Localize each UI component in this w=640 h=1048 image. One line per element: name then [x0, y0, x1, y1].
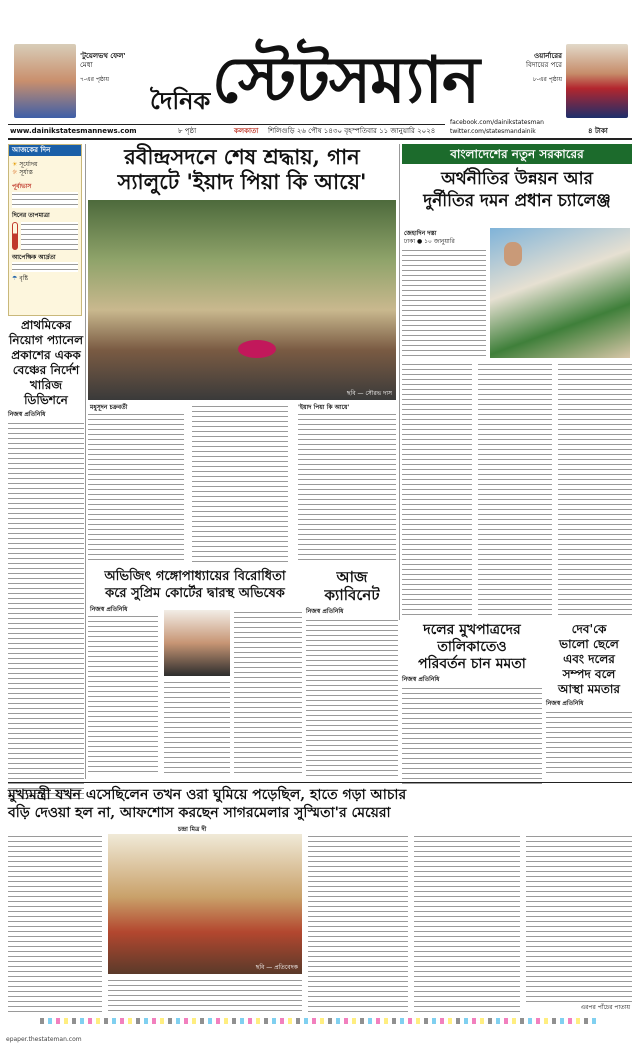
weather-box — [8, 144, 82, 316]
humidity-label: আপেক্ষিক আর্দ্রতা — [12, 254, 56, 261]
forecast-label: পূর্বাভাস — [12, 183, 32, 190]
edition-city: কলকাতা — [234, 127, 259, 135]
story1-headline-2: স্যালুটে 'ইয়াদ পিয়া কি আয়ে' — [117, 169, 367, 194]
story-bangladesh[interactable] — [402, 144, 632, 620]
left-story[interactable] — [8, 318, 84, 780]
story4-byline: নিজস্ব প্রতিনিধি — [306, 608, 344, 615]
left-story-headline: প্রাথমিকের নিয়োগ প্যানেল প্রকাশের একক বেঞ্চের নির্দেশ খারিজ ডিভিশনে — [8, 318, 84, 407]
left-teaser-title: 'টুয়েলভথ ফেল' — [80, 52, 126, 60]
story5-headline-2: তালিকাতেও — [437, 639, 507, 655]
weather-title: আজকের দিন — [9, 145, 81, 156]
story2-byline: জেহাদিন দস্তা — [404, 230, 437, 237]
page-count: ৮ পৃষ্ঠা — [178, 127, 197, 135]
story3-headline-2: করে সুপ্রিম কোর্টের দ্বারস্থ অভিষেক — [105, 586, 285, 601]
story4-headline-2: ক্যাবিনেট — [324, 586, 380, 604]
story1-byline: মধুসূদন চক্রবর্তী — [90, 404, 128, 411]
story2-headline-1: অর্থনীতির উন্নয়ন আর — [441, 169, 593, 189]
story-dev[interactable] — [546, 622, 632, 780]
story3-byline: নিজস্ব প্রতিনিধি — [90, 606, 128, 613]
right-teaser-page: ৮-এর পৃষ্ঠায় — [532, 76, 562, 83]
left-teaser-photo[interactable] — [14, 44, 76, 118]
story4-headline-1: আজ — [336, 568, 368, 586]
story3-headline-1: অভিজিৎ গঙ্গোপাধ্যায়ের বিরোধিতা — [104, 569, 286, 584]
continued-note: এরপর পাঁচের পাতায় — [580, 1004, 630, 1011]
masthead — [0, 0, 640, 138]
story2-place: ঢাকা ● ১০ জানুয়ারি — [404, 238, 455, 245]
left-teaser[interactable] — [80, 52, 152, 84]
story1-quote: 'ইয়াদ পিয়া কি আয়ে' — [298, 404, 350, 411]
facebook-link[interactable]: facebook.com/dainikstatesman — [450, 119, 544, 126]
story7-photo-credit: ছবি — প্রতিবেদক — [255, 964, 298, 971]
price: ৪ টাকা — [588, 127, 608, 135]
sunset-icon: ☼ — [12, 169, 18, 176]
story-rabindrasadan[interactable] — [88, 144, 396, 564]
story-mamata-spokespersons[interactable] — [402, 622, 542, 780]
temp-label: দিনের তাপমাত্রা — [12, 212, 50, 219]
story6-headline-4: সম্পদ বলে — [562, 667, 616, 681]
story1-photo[interactable] — [88, 200, 396, 400]
story6-headline-2: ভালো ছেলে — [559, 637, 619, 651]
left-teaser-page: ৭-এর পৃষ্ঠায় — [80, 76, 110, 83]
story-cabinet[interactable] — [306, 568, 398, 778]
story1-photo-credit: ছবি — সৌরভ দাস — [346, 390, 392, 397]
thermometer-icon — [12, 222, 18, 250]
sunrise-label: সূর্যোদয় — [19, 161, 38, 168]
story6-headline-5: আস্থা মমতার — [557, 682, 620, 696]
twitter-link[interactable]: twitter.com/statesmandainik — [450, 128, 536, 135]
rain-label: বৃষ্টি — [19, 275, 28, 282]
footer-url[interactable]: epaper.thestateman.com — [6, 1036, 82, 1043]
story2-kicker: বাংলাদেশের নতুন সরকারের — [402, 144, 632, 164]
masthead-prefix: দৈনিক — [150, 86, 211, 115]
website-link[interactable]: www.dainikstatesmannews.com — [10, 127, 137, 135]
story5-headline-3: পরিবর্তন চান মমতা — [418, 656, 526, 672]
story7-byline: চন্দ্রা মিত্র দী — [178, 826, 207, 833]
right-teaser[interactable] — [492, 52, 562, 84]
story-sagarmela[interactable] — [8, 786, 632, 1014]
story6-headline-1: দেব'কে — [571, 622, 607, 636]
rain-icon: ☂ — [12, 275, 18, 282]
story7-headline-2: বড়ি দেওয়া হল না, আফশোস করছেন সাগরমেলার সুস্মিতা'র মেয়েরা — [8, 805, 391, 821]
story7-headline-1: মুখ্যমন্ত্রী যখন এসেছিলেন তখন ওরা ঘুমিয়ে পড়েছিল, হাতে গড়া আচার — [8, 787, 407, 803]
right-teaser-photo[interactable] — [566, 44, 628, 118]
right-teaser-title: ওয়ার্নারের — [533, 52, 562, 60]
story1-headline-1: রবীন্দ্রসদনে শেষ শ্রদ্ধায়, গান — [124, 144, 360, 169]
story5-headline-1: দলের মুখপাত্রদের — [423, 622, 521, 638]
story6-headline-3: এবং দলের — [563, 652, 615, 666]
story2-photo[interactable] — [490, 228, 630, 358]
masthead-title: স্টেটসম্যান — [212, 43, 480, 118]
wreath-icon — [238, 340, 276, 358]
sunset-label: সূর্যাস্ত — [19, 169, 33, 176]
story5-byline: নিজস্ব প্রতিনিধি — [402, 676, 440, 683]
sun-icon: ☀ — [12, 161, 18, 168]
raised-hand-icon — [504, 242, 522, 266]
registration-marks — [40, 1018, 600, 1024]
left-story-byline: নিজস্ব প্রতিনিধি — [8, 411, 46, 418]
story6-byline: নিজস্ব প্রতিনিধি — [546, 700, 584, 707]
story3-photo[interactable] — [164, 610, 230, 676]
right-teaser-sub: বিদায়ের পরে — [525, 61, 562, 69]
dateline: শিলিগুড়ি ২৬ পৌষ ১৪৩০ বৃহস্পতিবার ১১ জানুয়ারি ২০২৪ — [268, 127, 436, 135]
story7-photo[interactable] — [108, 834, 302, 974]
story2-headline-2: দুর্নীতির দমন প্রধান চ্যালেঞ্জ — [423, 191, 611, 211]
left-teaser-sub: মেধা — [80, 61, 93, 69]
story-abhishek[interactable] — [88, 568, 302, 778]
